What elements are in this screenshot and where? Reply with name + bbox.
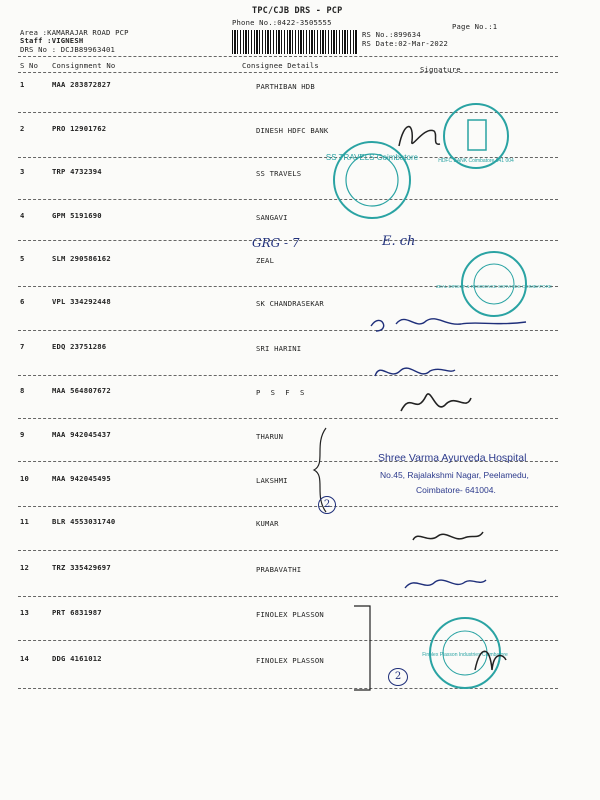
column-header-divider [18, 72, 558, 73]
row-consignment: EDQ 23751286 [52, 342, 107, 351]
finolex-stamp-text: Finolex Plasson Industries Coimbatore [422, 652, 508, 658]
row-sno: 4 [20, 211, 25, 220]
hospital-stamp-name: Shree Varma Ayurveda Hospital [378, 452, 527, 464]
rs-date: RS Date:02-Mar-2022 [362, 39, 449, 48]
row-consignee: ZEAL [256, 256, 275, 265]
signature-row8 [396, 386, 476, 422]
row-consignee: PRABAVATHI [256, 565, 302, 574]
row-sno: 7 [20, 342, 25, 351]
row-consignment: SLM 290586162 [52, 254, 111, 263]
handwritten-initial-row4: E. ch [382, 234, 416, 249]
hdfc-stamp [440, 100, 512, 172]
ss-travels-stamp-text: SS TRAVELS Coimbatore [325, 153, 419, 162]
col-header-consignment: Consignment No [52, 61, 116, 70]
row-consignment: MAA 283872827 [52, 80, 111, 89]
row-consignment: MAA 942045495 [52, 474, 111, 483]
row-consignee: DINESH HDFC BANK [256, 126, 329, 135]
row-sno: 8 [20, 386, 25, 395]
group-count-badge: 2 [318, 496, 336, 514]
row-divider [18, 375, 558, 376]
drs-number: DRS No : DCJB89963401 [20, 45, 116, 54]
row-consignee: SRI HARINI [256, 344, 302, 353]
area-label: Area :KAMARAJAR ROAD PCP [20, 28, 129, 37]
col-header-signature: Signature [420, 65, 461, 74]
staff-label: Staff :VIGNESH [20, 36, 84, 45]
row-sno: 10 [20, 474, 30, 483]
signature-row11 [408, 522, 488, 552]
row-consignment: PRT 6831987 [52, 608, 102, 617]
row-consignment: DDG 4161012 [52, 654, 102, 663]
row-consignee: KUMAR [256, 519, 279, 528]
row-consignee: SK CHANDRASEKAR [256, 299, 324, 308]
row-divider [18, 199, 558, 200]
row-consignment: TRP 4732394 [52, 167, 102, 176]
row-consignee: SS TRAVELS [256, 169, 302, 178]
signature-row2 [394, 116, 444, 156]
phone-number: Phone No.:0422-3505555 [232, 18, 332, 27]
group-count-badge: 2 [388, 668, 408, 686]
row-consignment: GPM 5191690 [52, 211, 102, 220]
row-consignment: BLR 4553031740 [52, 517, 116, 526]
row-consignee: PARTHIBAN HDB [256, 82, 315, 91]
row-sno: 2 [20, 124, 25, 133]
row-divider [18, 506, 558, 507]
row-sno: 5 [20, 254, 25, 263]
page-number: Page No.:1 [452, 22, 498, 31]
barcode [232, 30, 358, 54]
handwritten-note-row4: GRG - 7 [252, 236, 300, 250]
header-divider [18, 56, 558, 57]
row-consignee: THARUN [256, 432, 284, 441]
row-sno: 9 [20, 430, 25, 439]
hospital-stamp-city: Coimbatore- 641004. [416, 485, 496, 495]
row-consignee: FINOLEX PLASSON [256, 610, 324, 619]
signature-row14 [470, 640, 510, 680]
page-title: TPC/CJB DRS - PCP [252, 6, 343, 16]
signature-row12 [400, 570, 490, 596]
row-sno: 1 [20, 80, 25, 89]
row-sno: 14 [20, 654, 30, 663]
signature-row7 [370, 356, 460, 386]
signature-row6 [366, 306, 546, 336]
row-consignee: LAKSHMI [256, 476, 288, 485]
row-sno: 12 [20, 563, 30, 572]
row-consignee: P S F S [256, 388, 308, 397]
group-bracket-rows-13-14 [352, 604, 386, 694]
col-header-sno: S No [20, 61, 39, 70]
row-consignment: PRO 12901762 [52, 124, 107, 133]
row-sno: 6 [20, 297, 25, 306]
rs-number: RS No.:899634 [362, 30, 421, 39]
row-consignment: VPL 334292448 [52, 297, 111, 306]
row-consignee: SANGAVI [256, 213, 288, 222]
row-sno: 13 [20, 608, 30, 617]
row-sno: 3 [20, 167, 25, 176]
hospital-stamp-address: No.45, Rajalakshmi Nagar, Peelamedu, [380, 470, 529, 480]
row-sno: 11 [20, 517, 30, 526]
row-consignment: MAA 942045437 [52, 430, 111, 439]
hdfc-stamp-text: HDFC BANK Coimbatore 641 004 [438, 158, 514, 164]
zeal-stamp-text: ZEAL DIRECT & RESIDENCE SERVICES COIMBATORE [436, 284, 552, 289]
row-consignee: FINOLEX PLASSON [256, 656, 324, 665]
col-header-consignee: Consignee Details [242, 61, 319, 70]
row-divider [18, 418, 558, 419]
row-consignment: TRZ 335429697 [52, 563, 111, 572]
row-divider [18, 596, 558, 597]
row-consignment: MAA 564807672 [52, 386, 111, 395]
